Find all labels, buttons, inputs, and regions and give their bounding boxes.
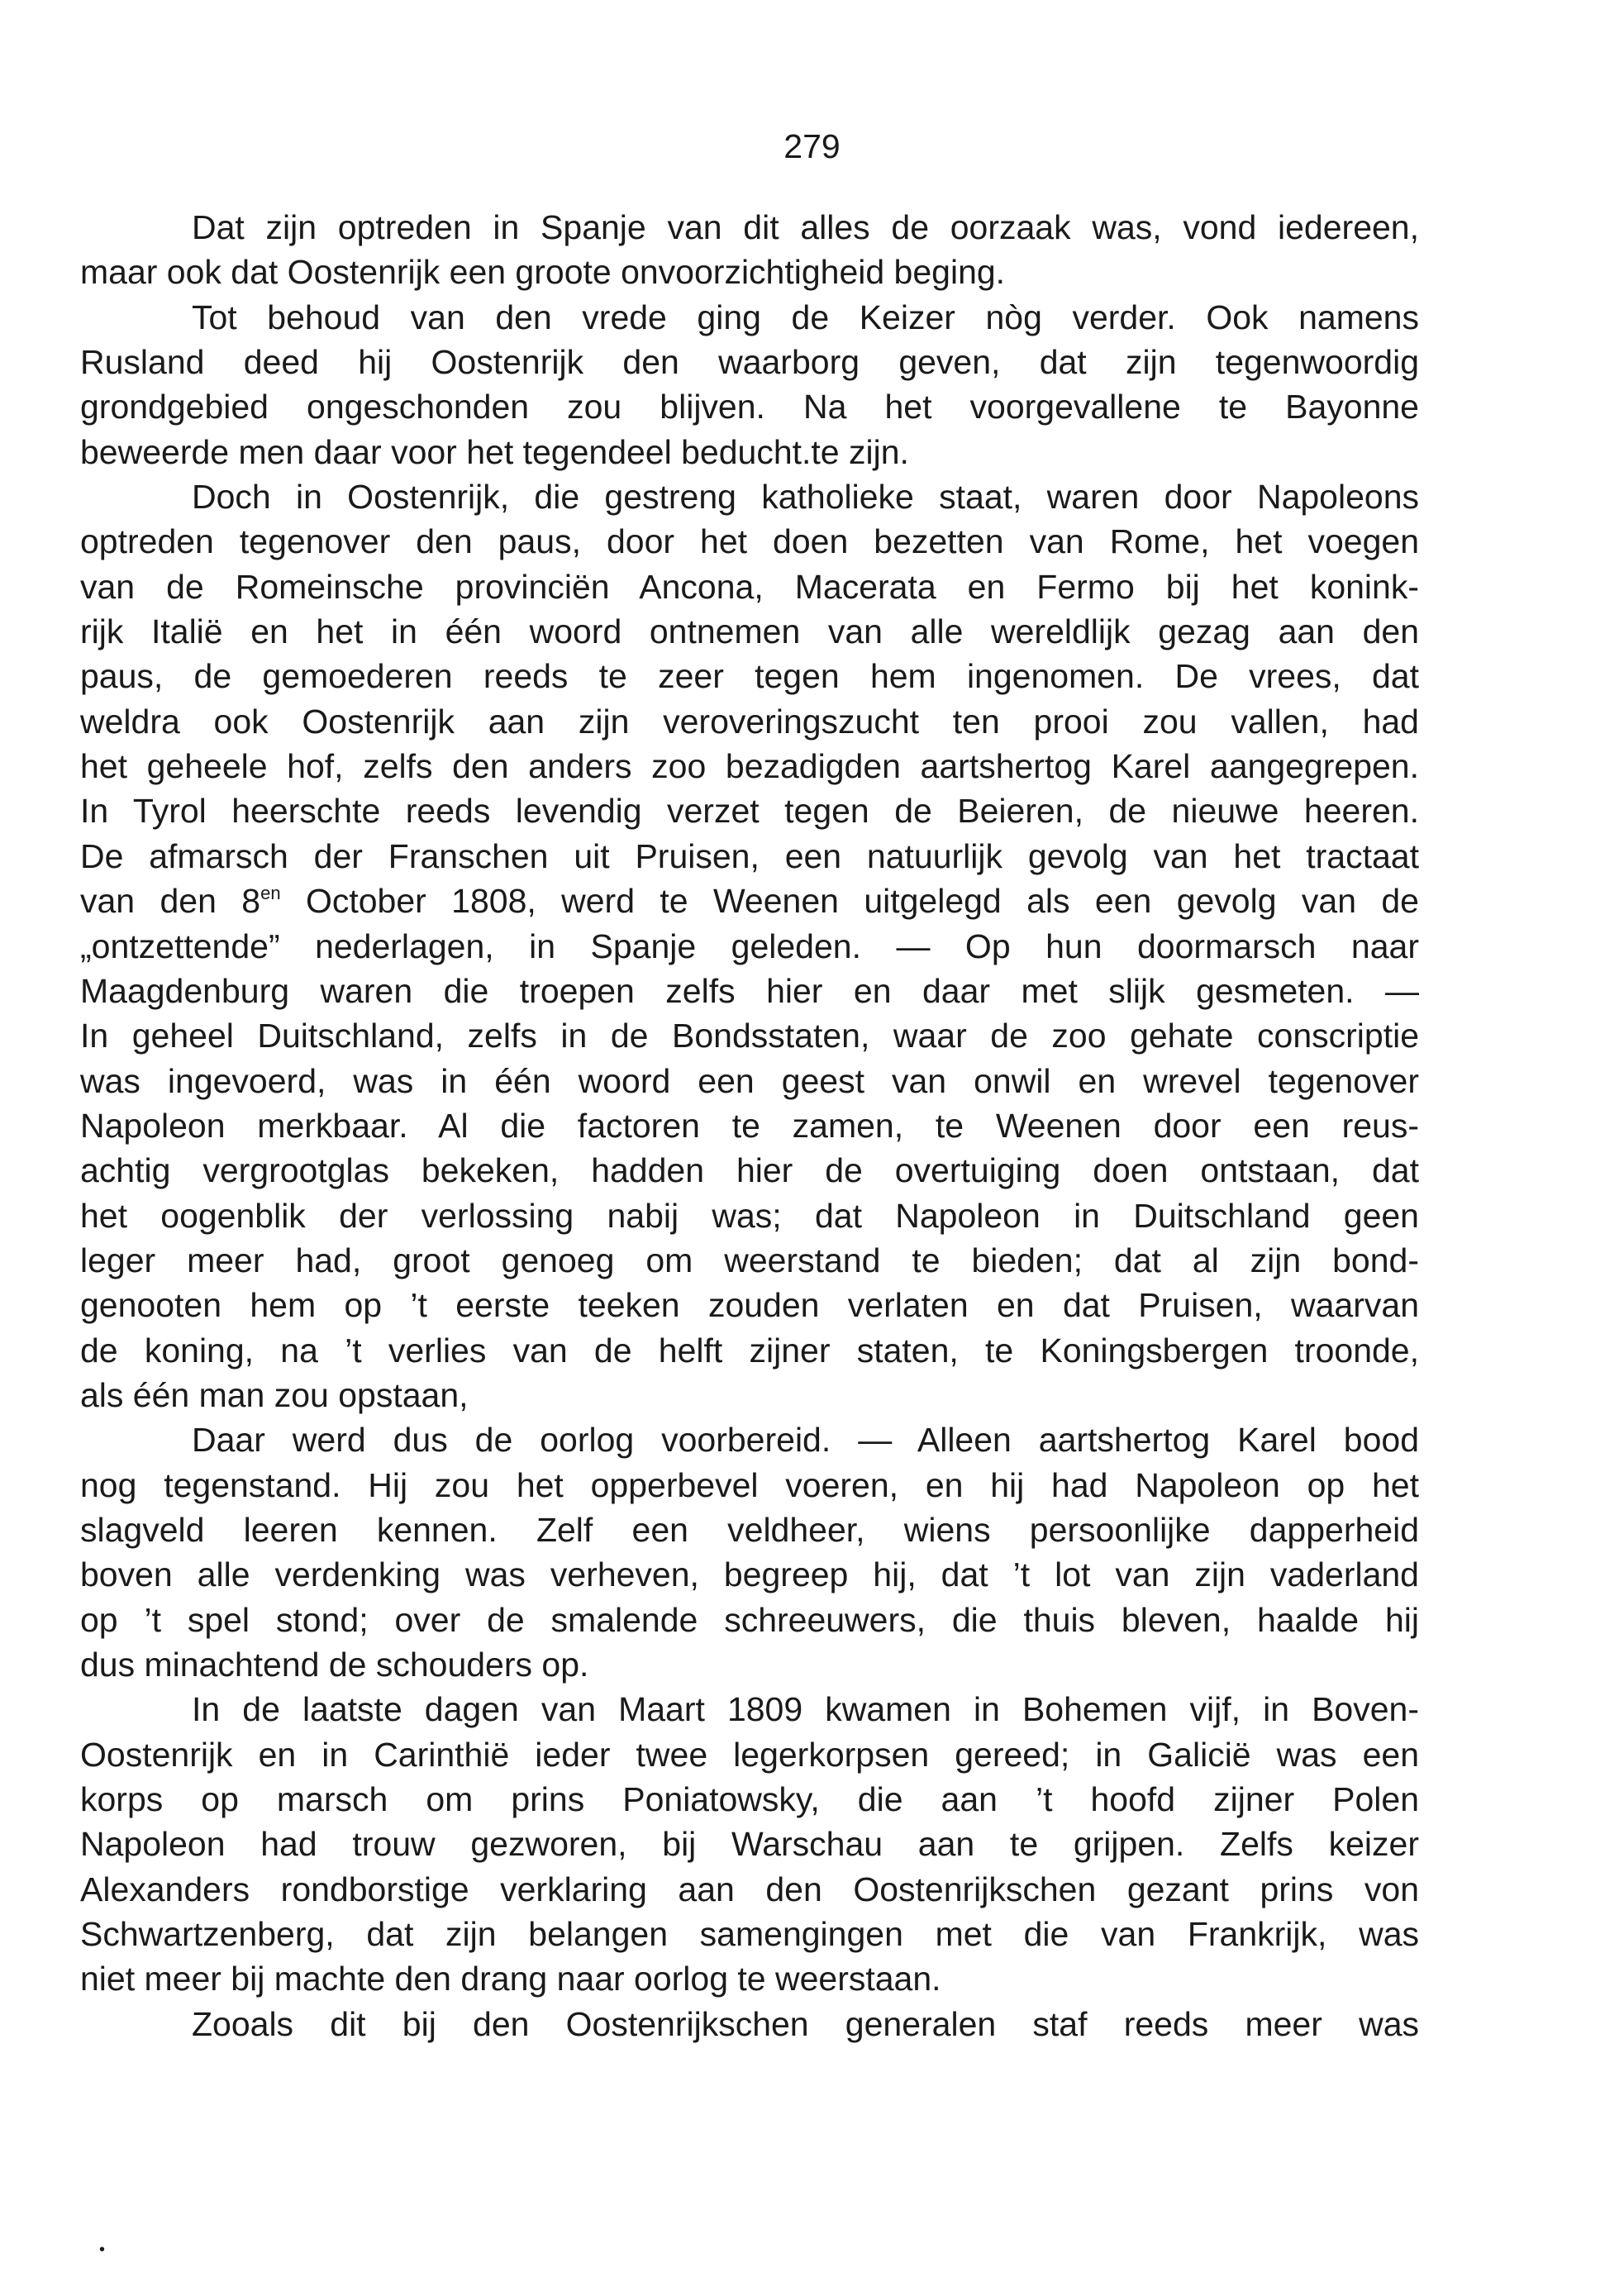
text-line-content: In Tyrol heerschte reeds levendig verzet tegen de Beieren, de nieuwe heeren. <box>80 792 1419 831</box>
text-line-content: Maagdenburg waren die troepen zelfs hier en daar met slijk gesmeten. — <box>80 971 1419 1010</box>
text-line-content: boven alle verdenking was verheven, begreep hij, dat ’t lot van zijn vaderland <box>80 1555 1419 1594</box>
text-line-content: achtig vergrootglas bekeken, hadden hier de overtuiging doen ontstaan, dat <box>80 1151 1419 1190</box>
text-line <box>80 1059 1419 1103</box>
body-text <box>80 205 1419 2046</box>
text-line-content: op ’t spel stond; over de smalende schreeuwers, die thuis bleven, haalde hij <box>80 1600 1419 1639</box>
text-line-content: In geheel Duitschland, zelfs in de Bondsstaten, waar de zoo gehate conscriptie <box>80 1017 1419 1055</box>
text-line <box>80 384 1419 429</box>
text-line-content: Daar werd dus de oorlog voorbereid. — Alleen aartshertog Karel bood <box>192 1421 1419 1460</box>
text-line-content: De afmarsch der Franschen uit Pruisen, een natuurlijk gevolg van het tractaat <box>80 836 1419 875</box>
text-line <box>80 699 1419 744</box>
text-line <box>80 1956 1419 2001</box>
text-line-content: Tot behoud van den vrede ging de Keizer nòg verder. Ook namens <box>192 298 1419 336</box>
text-line-content: Doch in Oostenrijk, die gestreng katholieke staat, waren door Napoleons <box>192 478 1419 517</box>
text-line <box>80 1148 1419 1193</box>
text-line <box>80 924 1419 969</box>
text-line <box>80 1552 1419 1597</box>
text-line <box>80 1417 1419 1462</box>
text-line <box>80 430 1419 474</box>
text-line-content: Napoleon merkbaar. Al die factoren te zamen, te Weenen door een reus- <box>80 1106 1419 1145</box>
text-line-content: weldra ook Oostenrijk aan zijn veroveringszucht ten prooi zou vallen, had <box>80 702 1419 741</box>
text-line-content: de koning, na ’t verlies van de helft zijner staten, te Koningsbergen troonde, <box>80 1331 1419 1370</box>
page-number: 279 <box>783 127 841 165</box>
text-line <box>80 340 1419 384</box>
text-line <box>80 1732 1419 1777</box>
text-line <box>80 1103 1419 1148</box>
text-line <box>80 250 1419 294</box>
text-line-content: genooten hem op ’t eerste teeken zouden verlaten en dat Pruisen, waarvan <box>80 1286 1419 1325</box>
text-line <box>80 295 1419 340</box>
text-line-content: als één man zou opstaan, <box>80 1375 469 1414</box>
text-line-content: van de Romeinsche provinciën Ancona, Macerata en Fermo bij het konink- <box>80 567 1419 606</box>
text-line <box>80 1867 1419 1912</box>
text-line <box>80 788 1419 833</box>
text-line-content: paus, de gemoederen reeds te zeer tegen hem ingenomen. De vrees, dat <box>80 657 1419 696</box>
text-line <box>80 1642 1419 1687</box>
text-line-content: het oogenblik der verlossing nabij was; dat Napoleon in Duitschland geen <box>80 1196 1419 1235</box>
text-line-content: Napoleon had trouw gezworen, bij Warschau aan te grijpen. Zelfs keizer <box>80 1825 1419 1864</box>
text-line-content: het geheele hof, zelfs den anders zoo bezadigden aartshertog Karel aangegrepen. <box>80 747 1419 786</box>
text-line <box>80 1777 1419 1822</box>
text-line <box>80 834 1419 879</box>
text-line-content: Schwartzenberg, dat zijn belangen samengingen met die van Frankrijk, was <box>80 1915 1419 1954</box>
text-line <box>80 1013 1419 1058</box>
text-line <box>80 1193 1419 1238</box>
text-line <box>80 1912 1419 1956</box>
text-line-content: Alexanders rondborstige verklaring aan den Oostenrijkschen gezant prins von <box>80 1870 1419 1908</box>
text-line <box>80 969 1419 1013</box>
text-line-content: „ontzettende” nederlagen, in Spanje geleden. — Op hun doormarsch naar <box>80 927 1419 965</box>
text-line-content: Oostenrijk en in Carinthië ieder twee legerkorpsen gereed; in Galicië was een <box>80 1735 1419 1774</box>
text-line <box>80 1463 1419 1508</box>
text-line-content: October 1808, werd te Weenen uitgelegd als een gevolg van de <box>280 882 1419 921</box>
text-line-content: van den 8 <box>80 882 261 921</box>
text-line <box>80 879 1419 923</box>
text-line-content: grondgebied ongeschonden zou blijven. Na het voorgevallene te Bayonne <box>80 388 1419 426</box>
text-line-content: was ingevoerd, was in één woord een geest van onwil en wrevel tegenover <box>80 1061 1419 1100</box>
text-line <box>80 474 1419 519</box>
text-line <box>80 1238 1419 1283</box>
text-line-content: optreden tegenover den paus, door het doen bezetten van Rome, het voegen <box>80 522 1419 561</box>
text-line <box>80 654 1419 698</box>
text-line <box>80 609 1419 654</box>
text-line <box>80 519 1419 564</box>
text-line <box>80 1283 1419 1327</box>
text-line <box>80 1822 1419 1866</box>
text-line <box>80 744 1419 788</box>
text-line-content: beweerde men daar voor het tegendeel beducht.te zijn. <box>80 432 909 471</box>
text-line-content: Rusland deed hij Oostenrijk den waarborg geven, dat zijn tegenwoordig <box>80 343 1419 382</box>
text-line-content: dus minachtend de schouders op. <box>80 1646 589 1684</box>
text-line-content: maar ook dat Oostenrijk een groote onvoorzichtigheid beging. <box>80 253 1006 292</box>
text-line <box>80 564 1419 609</box>
text-line-content: rijk Italië en het in één woord ontnemen van alle wereldlijk gezag aan den <box>80 612 1419 651</box>
text-line-content: Dat zijn optreden in Spanje van dit alles de oorzaak was, vond iedereen, <box>192 208 1419 246</box>
text-line <box>80 1687 1419 1732</box>
text-line-content: korps op marsch om prins Poniatowsky, die aan ’t hoofd zijner Polen <box>80 1780 1419 1819</box>
text-line-content: nog tegenstand. Hij zou het opperbevel voeren, en hij had Napoleon op het <box>80 1465 1419 1504</box>
footer-mark: • <box>99 2241 106 2259</box>
text-line-content: Zooals dit bij den Oostenrijkschen generalen staf reeds meer was <box>192 2004 1419 2043</box>
text-line <box>80 1598 1419 1642</box>
text-line-content: leger meer had, groot genoeg om weerstand te bieden; dat al zijn bond- <box>80 1241 1419 1279</box>
text-line <box>80 1373 1419 1417</box>
text-line <box>80 205 1419 250</box>
text-line <box>80 1328 1419 1373</box>
text-line-content: niet meer bij machte den drang naar oorlog te weerstaan. <box>80 1960 941 1998</box>
text-line <box>80 2002 1419 2046</box>
text-line-content: slagveld leeren kennen. Zelf een veldheer, wiens persoonlijke dapperheid <box>80 1510 1419 1549</box>
text-line-content: In de laatste dagen van Maart 1809 kwamen in Bohemen vijf, in Boven- <box>192 1690 1419 1729</box>
superscript: en <box>260 883 281 904</box>
text-line <box>80 1508 1419 1552</box>
